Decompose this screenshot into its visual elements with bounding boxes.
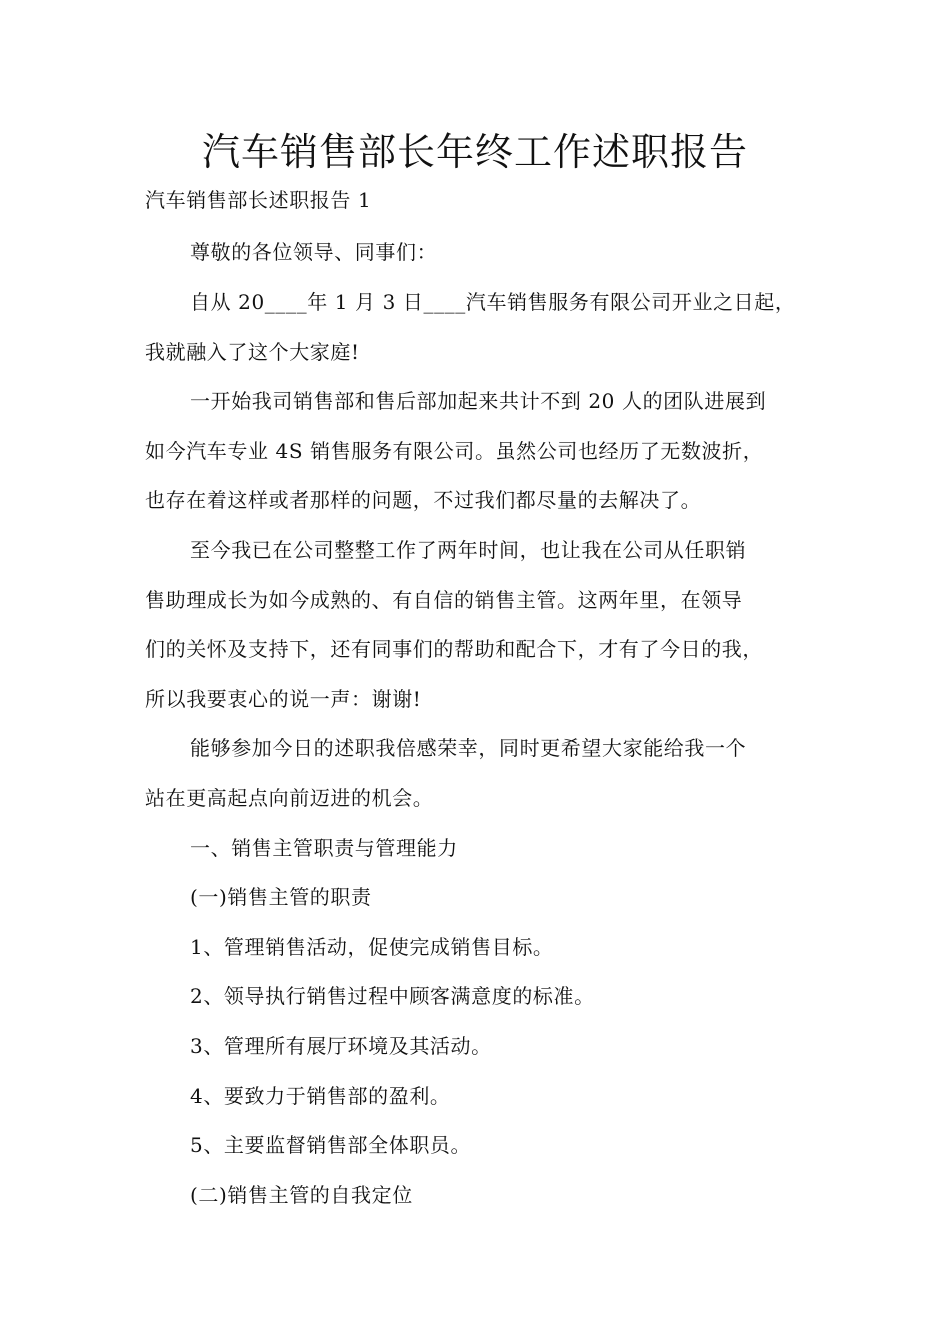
- list-item: 2、领导执行销售过程中顾客满意度的标准。: [190, 984, 595, 1008]
- paragraph-line: 如今汽车专业 4S 销售服务有限公司。虽然公司也经历了无数波折，: [145, 439, 764, 463]
- paragraph-line: 一开始我司销售部和售后部加起来共计不到 20 人的团队进展到: [190, 389, 767, 413]
- salutation: 尊敬的各位领导、同事们：: [190, 240, 438, 264]
- list-item: 5、主要监督销售部全体职员。: [190, 1133, 472, 1157]
- paragraph-line: 自从 20____年 1 月 3 日____汽车销售服务有限公司开业之日起，: [190, 290, 796, 314]
- paragraph-line: 我就融入了这个大家庭!: [145, 340, 360, 364]
- paragraph-line: 售助理成长为如今成熟的、有自信的销售主管。这两年里，在领导: [145, 588, 743, 612]
- paragraph-line: 们的关怀及支持下，还有同事们的帮助和配合下，才有了今日的我，: [145, 637, 763, 661]
- paragraph-line: 所以我要衷心的说一声：谢谢!: [145, 687, 422, 711]
- list-item: 1、管理销售活动，促使完成销售目标。: [190, 935, 554, 959]
- paragraph-line: 站在更高起点向前迈进的机会。: [145, 786, 434, 810]
- subsection-heading: (二)销售主管的自我定位: [190, 1183, 413, 1207]
- subsection-heading: (一)销售主管的职责: [190, 885, 372, 909]
- paragraph-line: 至今我已在公司整整工作了两年时间，也让我在公司从任职销: [190, 538, 747, 562]
- section-heading: 一、销售主管职责与管理能力: [190, 836, 458, 860]
- list-item: 4、要致力于销售部的盈利。: [190, 1084, 451, 1108]
- paragraph-line: 能够参加今日的述职我倍感荣幸，同时更希望大家能给我一个: [190, 736, 747, 760]
- paragraph-line: 也存在着这样或者那样的问题，不过我们都尽量的去解决了。: [145, 488, 702, 512]
- report-subtitle: 汽车销售部长述职报告 1: [145, 188, 372, 212]
- document-title: 汽车销售部长年终工作述职报告: [201, 130, 748, 174]
- list-item: 3、管理所有展厅环境及其活动。: [190, 1034, 492, 1058]
